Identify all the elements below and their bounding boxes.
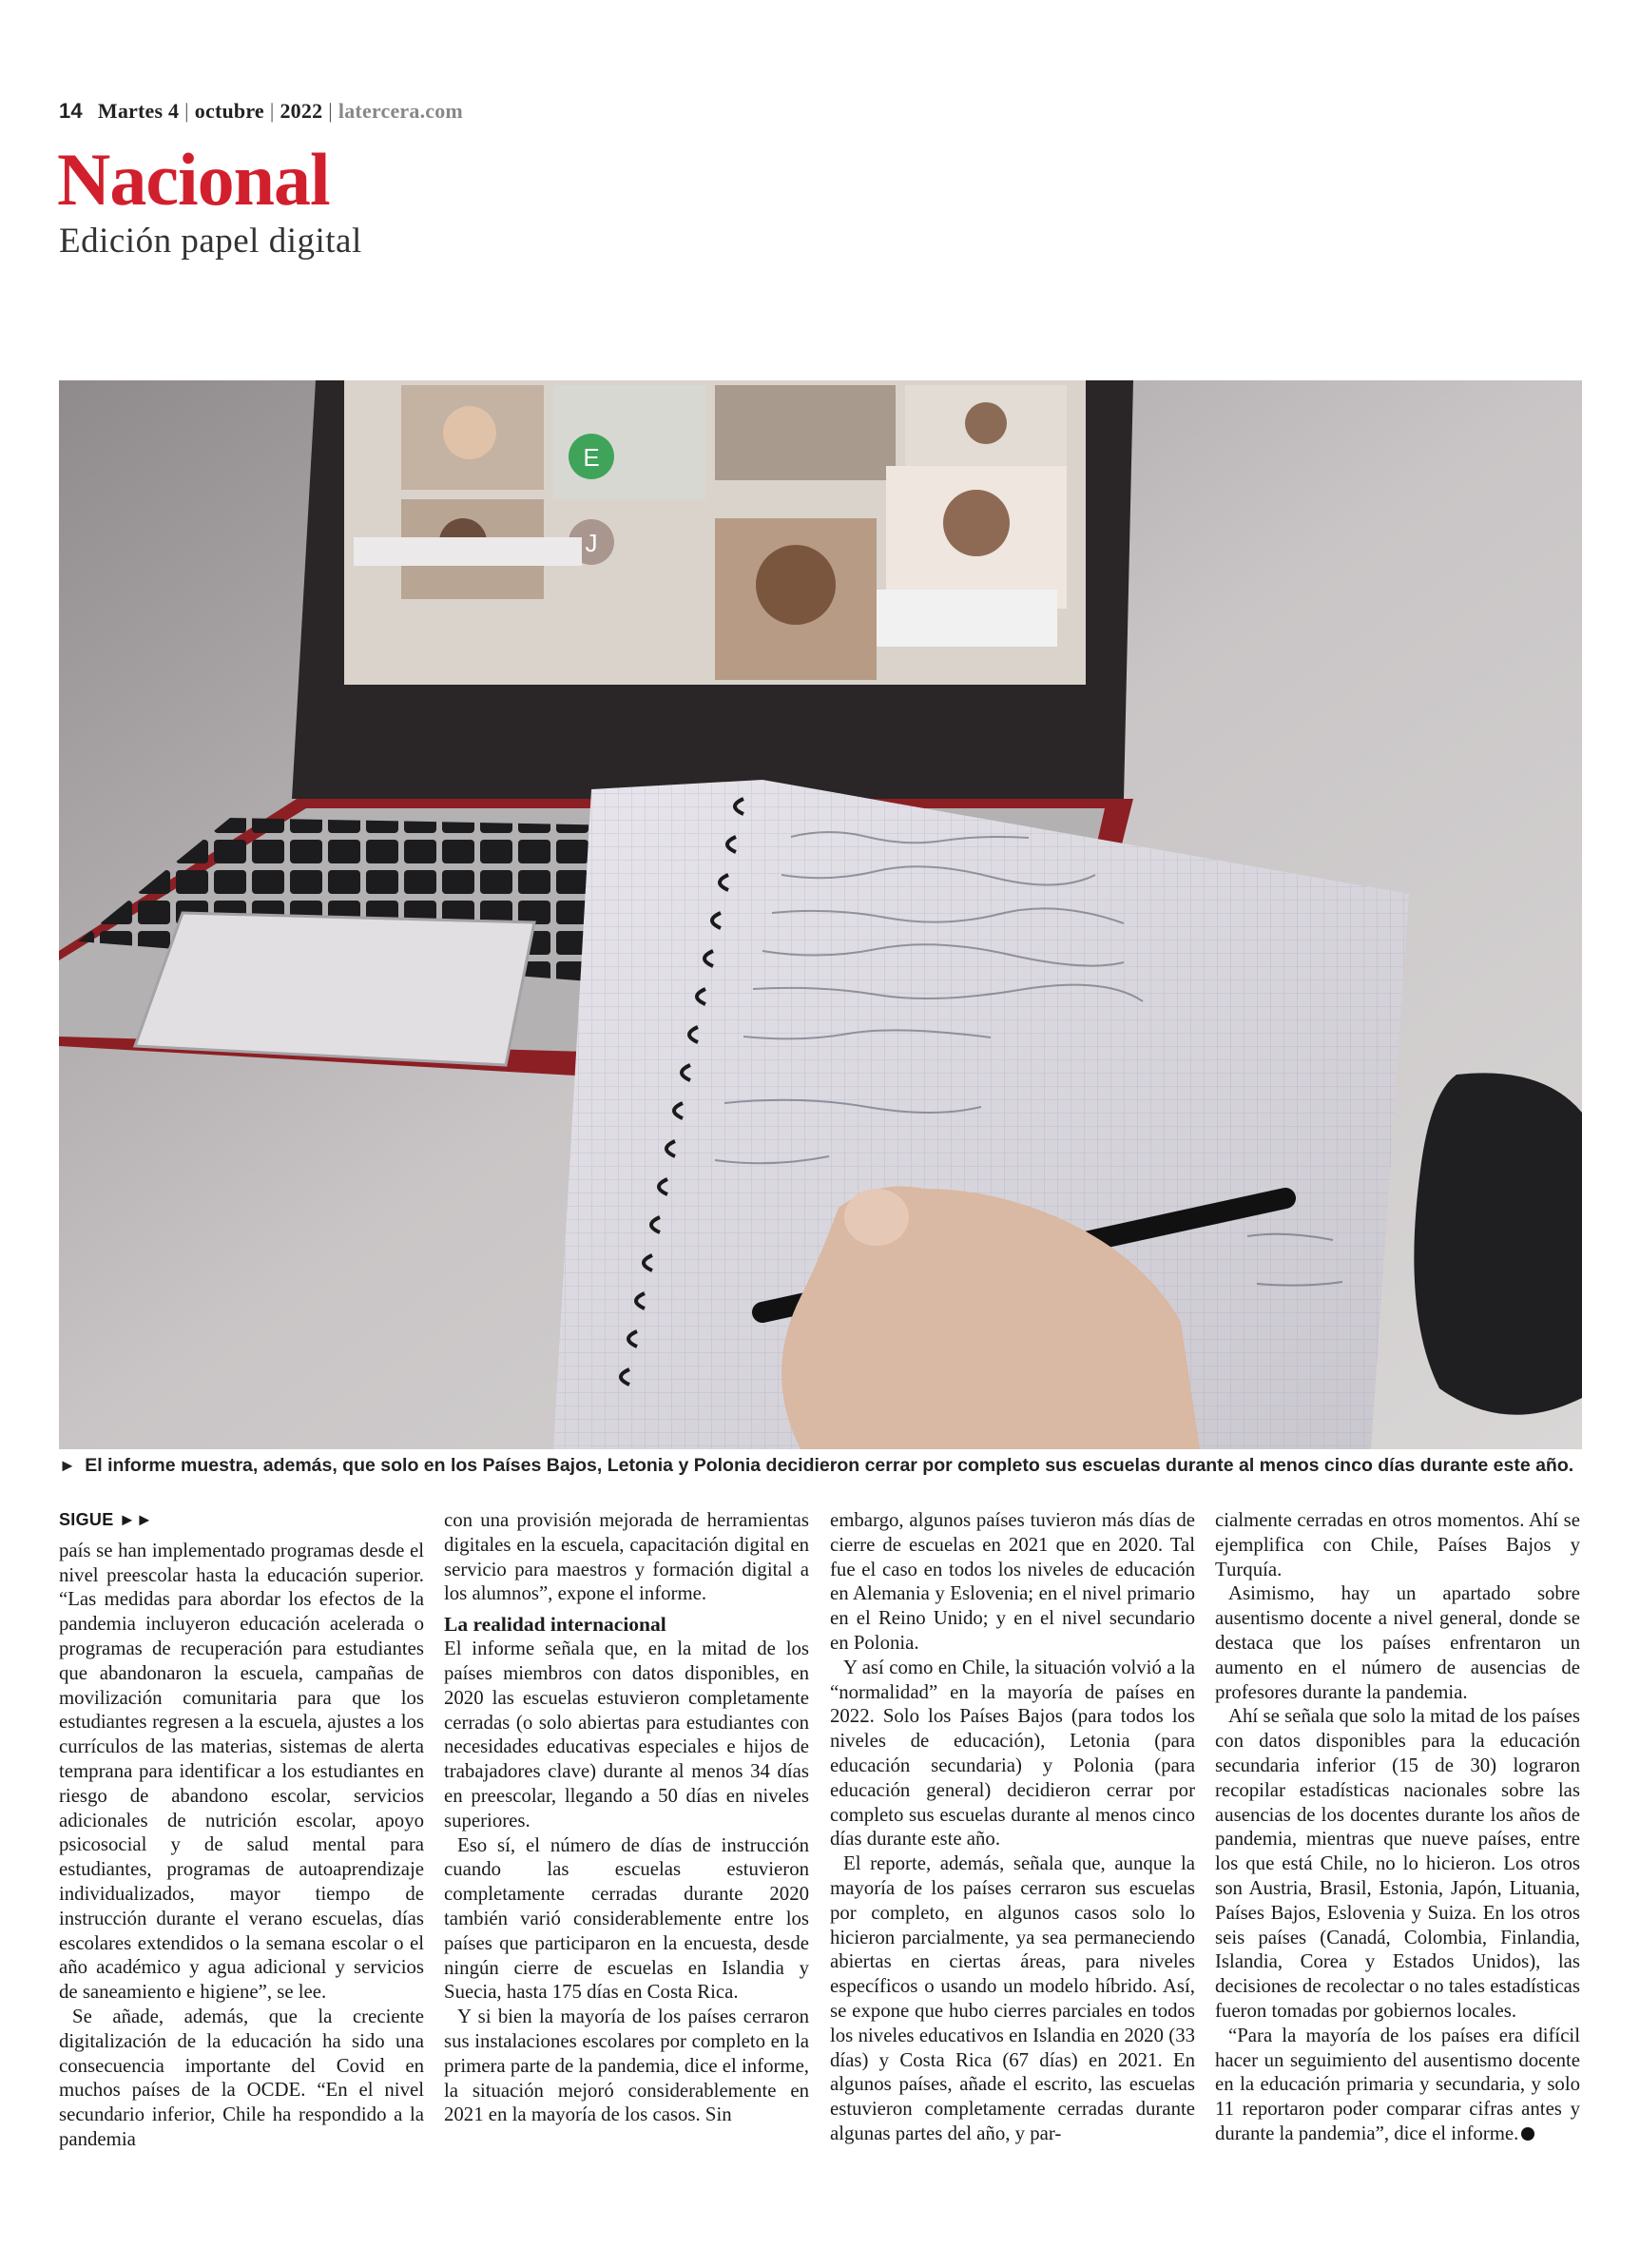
separator: |	[269, 99, 275, 123]
paragraph: Se añade, además, que la creciente digitalización de la educación ha sido una consecuencia importante del Covid en muchos países de la OCDE. “En el nivel secundario inferior, Chile ha respondido a la pandemia	[59, 2005, 424, 2150]
photo-illustration	[59, 380, 1582, 1449]
paragraph: con una provisión mejorada de herramientas digitales en la escuela, capacitación digital en servicio para maestros y formación digital a los alumnos”, expone el informe.	[444, 1509, 809, 1605]
article-photo	[59, 380, 1582, 1449]
page-number: 14	[59, 99, 83, 123]
caption-marker: ►	[59, 1456, 76, 1475]
paragraph: Asimismo, hay un apartado sobre ausentismo docente a nivel general, donde se destaca que los países enfrentaron un aumento en el número de ausencias de profesores durante la pandemia.	[1215, 1582, 1580, 1703]
paragraph: Ahí se señala que solo la mitad de los países con datos disponibles para la educación secundaria inferior (15 de 30) lograron recopilar estadísticas nacionales sobre las ausencias de los docentes durante los años de pandemia, mientras que nueve países, entre los que está Chile, no lo hicieron. Los otros son Austria, Brasil, Estonia, Japón, Lituania, Países Bajos, Eslovenia y Suiza. En los otros seis países (Canadá, Colombia, Finlandia, Islandia, Corea y Estados Unidos), las decisiones de recolectar o no tales estadísticas fueron tomadas por gobiernos locales.	[1215, 1705, 1580, 2022]
paragraph: “Para la mayoría de los países era difícil hacer un seguimiento del ausentismo docente en la educación primaria y secundaria, y solo 11 reportaron poder comparar cifras antes y durante la pandemia”, dice el informe.	[1215, 2024, 1580, 2144]
page-folio	[59, 99, 463, 124]
article-column-4	[1215, 1508, 1580, 2146]
section-title: Nacional	[57, 138, 330, 221]
separator: |	[184, 99, 189, 123]
article-column-1	[59, 1508, 424, 2152]
paragraph: Y así como en Chile, la situación volvió a la “normalidad” en la mayoría de países en 2022. Solo los Países Bajos (para todos los niveles de educación), Letonia (para educación secundaria) y Polonia (para educación general) decidieron cerrar por completo sus escuelas durante al menos cinco días durante este año.	[830, 1656, 1195, 1851]
date-month: octubre	[194, 99, 264, 123]
site-link[interactable]: latercera.com	[338, 99, 463, 123]
paragraph: El reporte, además, señala que, aunque la mayoría de los países cerraron sus escuelas por completo, en algunos casos solo lo hicieron parcialmente, ya sea permaneciendo abiertas en ciertas áreas, para niveles específicos o usando un modelo híbrido. Así, se expone que hubo cierres parciales en todos los niveles educativos en Islandia en 2020 (33 días) y Costa Rica (67 días) en 2021. En algunos países, añade el escrito, las escuelas estuvieron completamente cerradas durante algunas partes del año, y par-	[830, 1852, 1195, 2144]
avatar-letter: J	[585, 529, 598, 557]
paragraph: Eso sí, el número de días de instrucción cuando las escuelas estuvieron completamente cerradas durante 2020 también varió considerablemente entre los países que participaron en la encuesta, desde ningún cierre de escuelas en Islandia y Suecia, hasta 175 días en Costa Rica.	[444, 1833, 809, 2004]
caption-text: El informe muestra, además, que solo en los Países Bajos, Letonia y Polonia decidieron cerrar por completo sus escuelas durante al menos cinco días durante este año.	[85, 1455, 1574, 1476]
paragraph: país se han implementado programas desde el nivel preescolar hasta la educación superior. “Las medidas para abordar los efectos de la pandemia incluyeron educación acelerada o programas de recuperación para estudiantes que abandonaron la escuela, campañas de movilización comunitaria para que los estudiantes regresen a la escuela, ajustes a los currículos de las materias, sistemas de alerta temprana para identificar a los estudiantes en riesgo de abandono escolar, servicios adicionales de nutrición escolar, apoyo psicosocial y de salud mental para estudiantes, programas de autoaprendizaje individualizados, mayor tiempo de instrucción durante el verano escuelas, días escolares extendidos o la semana escolar o el año académico y agua adicional y servicios de saneamiento e higiene”, se lee.	[59, 1539, 424, 2004]
continued-label: SIGUE ►►	[59, 1510, 154, 1529]
section-subtitle: Edición papel digital	[59, 222, 362, 261]
end-of-article-mark	[1521, 2127, 1534, 2141]
separator: |	[328, 99, 333, 123]
photo-caption	[59, 1455, 1590, 1477]
subheading: La realidad internacional	[444, 1613, 666, 1637]
avatar-letter: E	[583, 443, 600, 472]
mouse	[1414, 1073, 1582, 1414]
paragraph: embargo, algunos países tuvieron más días de cierre de escuelas en 2021 que en 2020. Tal fue el caso en todos los niveles de educación en Alemania y Eslovenia; en el nivel primario en el Reino Unido; y en el nivel secundario en Polonia.	[830, 1509, 1195, 1654]
paragraph: El informe señala que, en la mitad de los países miembros con datos disponibles, en 2020 las escuelas estuvieron completamente cerradas (o solo abiertas para estudiantes con necesidades educativas especiales e hijos de trabajadores clave) durante al menos 34 días en preescolar, llegando a 50 días en niveles superiores.	[444, 1638, 809, 1832]
date-year: 2022	[280, 99, 323, 123]
paragraph: Y si bien la mayoría de los países cerraron sus instalaciones escolares por completo en la primera parte de la pandemia, dice el informe, la situación mejoró considerablemente en 2021 en la mayoría de los casos. Sin	[444, 2006, 809, 2126]
paragraph: cialmente cerradas en otros momentos. Ahí se ejemplifica con Chile, Países Bajos y Turquía.	[1215, 1509, 1580, 1580]
article-column-2	[444, 1508, 809, 2127]
article-column-3	[830, 1508, 1195, 2146]
date-day: Martes 4	[97, 99, 180, 123]
